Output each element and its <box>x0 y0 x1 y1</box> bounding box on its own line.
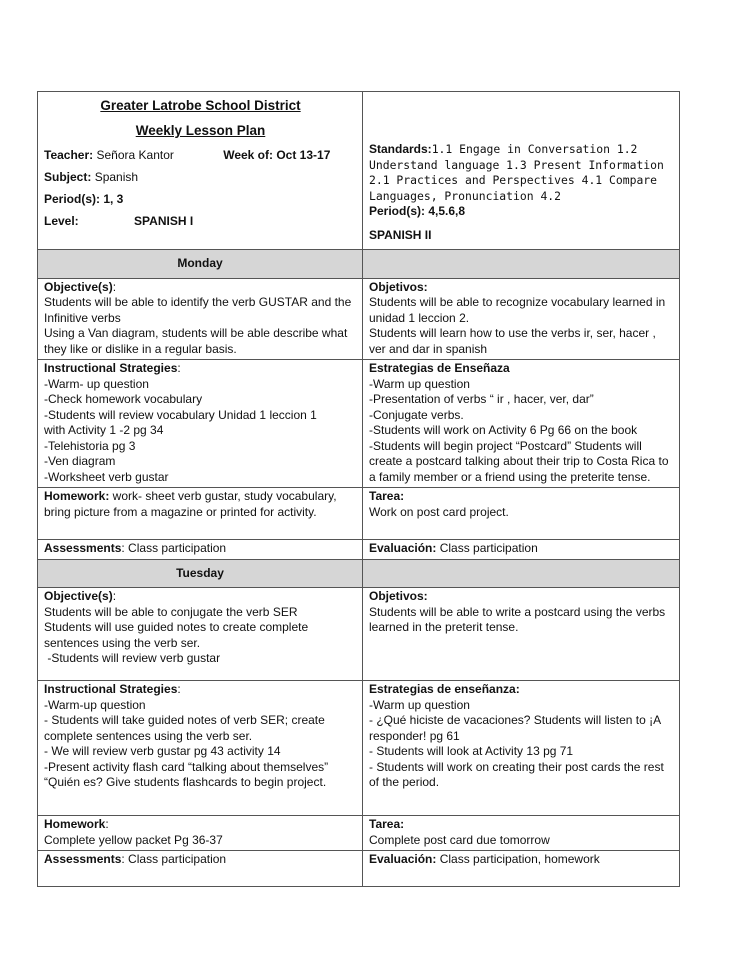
strategy-line: -Students will review vocabulary Unidad 1 leccion 1 <box>44 407 317 422</box>
monday-right-homework <box>363 488 680 540</box>
subject-name: Spanish <box>94 170 139 184</box>
monday-homework-row <box>38 488 680 540</box>
tuesday-header-row <box>38 559 680 588</box>
level-label: Level: <box>44 214 79 228</box>
strategy-line: - ¿Qué hiciste de vacaciones? Students will listen to ¡A responder! pg 61 <box>369 713 661 743</box>
tuesday-right-assessment <box>363 851 680 887</box>
strategy-line: -Students will work on Activity 6 Pg 66 on the book <box>369 423 638 437</box>
level-line <box>44 214 357 229</box>
objective-line: Students will be able to conjugate the verb SER <box>44 604 298 619</box>
level-right-label: SPANISH II <box>369 227 432 242</box>
evaluacion-text: Class participation <box>436 541 538 555</box>
homework-label: Homework: <box>44 489 110 503</box>
standards-block <box>369 142 674 204</box>
homework-text: Complete yellow packet Pg 36-37 <box>44 832 223 847</box>
teacher-line <box>44 148 357 163</box>
objective-line: Students will be able to recognize vocabulary learned in unidad 1 leccion 2. <box>369 295 666 325</box>
strategies-label: Instructional Strategies <box>44 682 178 696</box>
strategy-line: -Conjugate verbs. <box>369 407 464 422</box>
header-row <box>38 92 680 250</box>
assessment-label: Assessments <box>44 852 122 866</box>
objective-line: Students will be able to write a postcard using the verbs learned in the preterit tense. <box>369 604 666 634</box>
strategies-label: Instructional Strategies <box>44 361 178 375</box>
strategy-line: -Warm up question <box>369 697 470 712</box>
tuesday-right-homework <box>363 816 680 851</box>
period-right-label: Period(s): 4,5.6,8 <box>369 204 466 218</box>
strategy-line: -Check homework vocabulary <box>44 392 203 406</box>
tuesday-strategies-row <box>38 681 680 816</box>
strategy-line: -Students will begin project “Postcard” Students will create a postcard talking about their trip to Costa Rica to a family member or a friend using the preterite tense. <box>369 438 669 484</box>
lesson-plan-table <box>37 91 680 887</box>
header-left-cell <box>38 92 363 250</box>
strategy-line: - Students will work on creating their post cards the rest of the period. <box>369 759 664 789</box>
monday-left-assessment <box>38 540 363 560</box>
level-value: SPANISH I <box>134 214 194 228</box>
strategy-line: -Telehistoria pg 3 <box>44 438 136 453</box>
tuesday-left-homework: Homework: Complete yellow packet Pg 36-37 <box>38 816 363 851</box>
standards-text: 1.1 Engage in Conversation 1.2 Understand language 1.3 Present Information 2.1 Practices and Perspectives 4.1 Compare Languages, Pronunciation 4.2 <box>369 142 664 203</box>
homework-text: work- sheet verb gustar, study vocabulary, bring picture from a magazine or printed for activity. <box>44 489 337 519</box>
tuesday-left-objective: Objective(s): Students will be able to conjugate the verb SER Students will use guided notes to create complete sentences using the verb ser. -Students will review verb gustar <box>38 588 363 681</box>
tuesday-homework-row <box>38 816 680 851</box>
monday-left-objective: Objective(s): Students will be able to identify the verb GUSTAR and the Infinitive verbs Using a Van diagram, students will be able describe what they like or dislike in a regular basis. <box>38 278 363 360</box>
subject-line <box>44 170 357 185</box>
strategy-line: - We will review verb gustar pg 43 activity 14 <box>44 744 281 758</box>
estrategias-label: Estrategias de enseñanza: <box>369 682 520 696</box>
tuesday-left-assessment <box>38 851 363 887</box>
strategy-line: -Present activity flash card “talking about themselves” <box>44 759 329 774</box>
strategy-line: -Warm- up question <box>44 376 149 391</box>
objective-line: Students will learn how to use the verbs ir, ser, hacer , ver and dar in spanish <box>369 326 656 356</box>
teacher-name: Señora Kantor <box>96 148 174 162</box>
evaluacion-label: Evaluación: <box>369 541 437 555</box>
objective-line: Students will use guided notes to create complete sentences using the verb ser. <box>44 620 309 650</box>
teacher-label: Teacher: <box>44 148 94 162</box>
strategy-line: -Worksheet verb gustar <box>44 469 169 484</box>
tuesday-right-strategies <box>363 681 680 816</box>
tuesday-assessment-row <box>38 851 680 887</box>
objective-line: Students will be able to identify the verb GUSTAR and the Infinitive verbs <box>44 295 352 325</box>
strategy-line: -Ven diagram <box>44 454 116 468</box>
period-label: Period(s): 1, 3 <box>44 192 124 206</box>
strategy-line: -Warm up question <box>369 376 470 391</box>
monday-right-assessment <box>363 540 680 560</box>
tarea-text: Complete post card due tomorrow <box>369 832 550 847</box>
objective-label: Objective(s) <box>44 279 113 294</box>
header-right-cell <box>363 92 680 250</box>
monday-right-objective <box>363 278 680 360</box>
assessment-text: : Class participation <box>121 541 227 555</box>
monday-objective-row <box>38 278 680 360</box>
strategy-line: -Presentation of verbs “ ir , hacer, ver, dar” <box>369 392 594 406</box>
objetivos-label: Objetivos: <box>369 589 428 603</box>
district-title: Greater Latrobe School District <box>100 98 301 113</box>
period-right <box>369 204 674 220</box>
period-line <box>44 192 357 207</box>
monday-day-label: Monday <box>38 250 363 279</box>
monday-right-strategies <box>363 360 680 488</box>
monday-strategies-row <box>38 360 680 488</box>
tuesday-day-label: Tuesday <box>38 559 363 588</box>
objective-label: Objective(s) <box>44 589 113 603</box>
monday-assessment-row <box>38 540 680 560</box>
monday-left-homework <box>38 488 363 540</box>
strategy-line: “Quién es? Give students flashcards to begin project. <box>44 775 327 789</box>
strategy-line: -Warm-up question <box>44 697 146 712</box>
tuesday-left-strategies: Instructional Strategies: -Warm-up question - Students will take guided notes of verb SER; create complete sentences using the verb ser. - We will review verb gustar pg 43 activity 14 -Present activity flash card “talking about themselves” “Quién es? Give students flashcards to begin project. <box>38 681 363 816</box>
homework-label: Homework <box>44 817 106 831</box>
plan-title: Weekly Lesson Plan <box>135 123 266 138</box>
assessment-text: : Class participation <box>121 852 227 866</box>
level-right <box>369 228 674 244</box>
tarea-label: Tarea: <box>369 489 405 503</box>
tuesday-objective-row <box>38 588 680 681</box>
subject-label: Subject: <box>44 170 92 184</box>
assessment-label: Assessments <box>44 541 122 555</box>
standards-label: Standards: <box>369 142 432 156</box>
objetivos-label: Objetivos: <box>369 279 428 294</box>
tarea-text: Work on post card project. <box>369 504 509 519</box>
evaluacion-text: Class participation, homework <box>436 852 600 866</box>
evaluacion-label: Evaluación: <box>369 852 437 866</box>
objective-line: Using a Van diagram, students will be able describe what they like or dislike in a regular basis. <box>44 326 348 356</box>
monday-day-empty <box>363 250 680 279</box>
tarea-label: Tarea: <box>369 817 405 831</box>
strategy-line: - Students will take guided notes of verb SER; create complete sentences using the verb ser. <box>44 713 325 743</box>
monday-header-row <box>38 250 680 279</box>
week-label: Week of: Oct 13-17 <box>223 148 331 162</box>
objective-line: -Students will review verb gustar <box>44 651 221 665</box>
monday-left-strategies: Instructional Strategies: -Warm- up question -Check homework vocabulary -Students will review vocabulary Unidad 1 leccion 1 with Activity 1 -2 pg 34 -Telehistoria pg 3 -Ven diagram -Worksheet verb gustar <box>38 360 363 488</box>
strategy-line: - Students will look at Activity 13 pg 71 <box>369 744 574 758</box>
tuesday-right-objective <box>363 588 680 681</box>
estrategias-label: Estrategias de Enseñaza <box>369 361 510 375</box>
strategy-line: with Activity 1 -2 pg 34 <box>44 423 164 437</box>
tuesday-day-empty <box>363 559 680 588</box>
